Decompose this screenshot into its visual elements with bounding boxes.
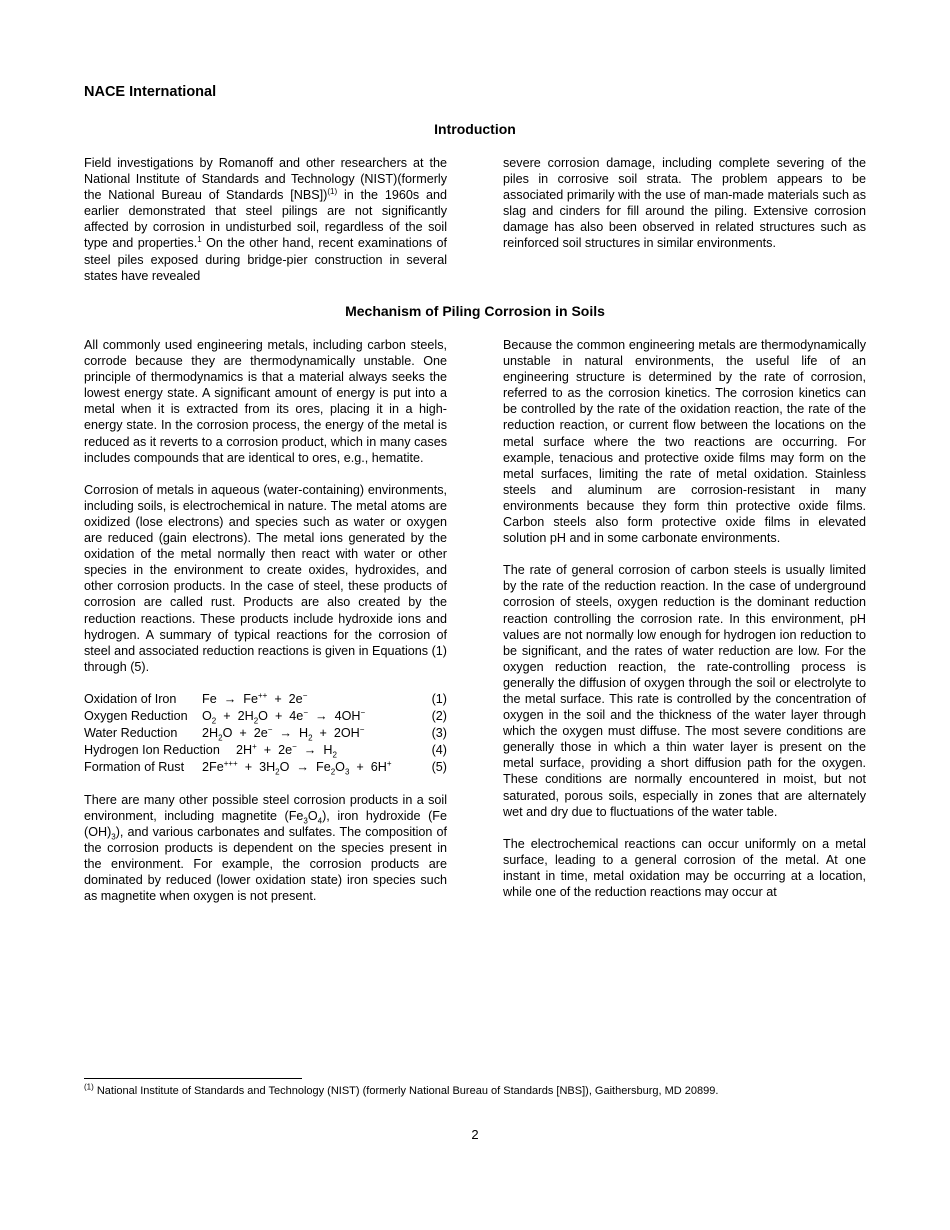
- mechanism-paragraph-4: Because the common engineering metals are thermodynamically unstable in natural environments, the useful life of an engineering structure is determined by the rate of corrosion, referred to as the corrosion kinetics. The corrosion kinetics can be controlled by the rate of the oxidation reaction, the rate of the reduction reaction, or current flow between the locations on the metal surface where the two reactions are occurring. For example, tenacious and protective oxide films may form on the metal surfaces, limiting the rate of metal oxidation. Stainless steels and aluminum are corrosion-resistant in many environments because they form thin protective oxide films. Carbon steels also form protective oxide films in elevated solution pH and in some carbonate environments.: [503, 338, 866, 546]
- page-number: 2: [471, 1127, 479, 1142]
- section-heading-introduction: Introduction: [434, 121, 516, 137]
- mechanism-paragraph-5: The rate of general corrosion of carbon steels is usually limited by the rate of the reduction reaction. In the case of underground corrosion of steels, oxygen reduction is the dominant reduction reaction controlling the corrosion rate. In this environment, pH values are not normally low enough for hydrogen ion reduction to be significant, and the rates of water reduction are low. For the oxygen reduction reaction, the rate-controlling process is generally the diffusion of oxygen through the soil or electrolyte to the metal surface. This rate is controlled by the concentration of oxygen in the soil and the thickness of the water layer through which the oxygen must diffuse. The most severe conditions are generally those in which a thin water layer is present on the metal surface, providing a short diffusion path for the oxygen. These conditions are normally encountered in moist, but not saturated, porous soils, especially in zones that are alternately wet and dry due to fluctuations of the water table.: [503, 563, 866, 819]
- footnote: $^{(1)}$ National Institute of Standards and Technology (NIST) (formerly National Bureau of Standards [NBS]), Gaithersburg, MD 20899.: [84, 1082, 719, 1097]
- organization-header: NACE International: [84, 84, 217, 100]
- mechanism-paragraph-3: There are many other possible steel corrosion products in a soil environment, including magnetite $(Fe_3O_4)$, iron hydroxide (Fe $(OH)_3$), and various carbonates and sulfates. The composition of the corrosion products is dependent on the species present in the environment. For example, the corrosion products are dominated by reduced (lower oxidation state) iron species such as magnetite when oxygen is not present.: [84, 792, 447, 904]
- intro-paragraph-left: Field investigations by Romanoff and other researchers at the National Institute of Standards and Technology (NIST)(formerly the National Bureau of Standards [NBS])$^{(1)}$ in the 1960s and earlier demonstrated that steel pilings are not significantly affected by corrosion in undisturbed soil, regardless of the soil type and properties.$^1$ On the other hand, recent examinations of steel piles exposed during bridge-pier construction in several states have revealed: [84, 156, 447, 283]
- mechanism-paragraph-6: The electrochemical reactions can occur uniformly on a metal surface, leading to a general corrosion of the metal. At one instant in time, metal oxidation may be occurring at a location, while one of the reduction reactions may occur at: [503, 836, 866, 899]
- footnote-ref: (1): [327, 187, 338, 196]
- intro-paragraph-right: severe corrosion damage, including complete severing of the piles in corrosive soil strata. The problem appears to be associated primarily with the use of man-made materials such as slag and cinders for fill around the piling. Extensive corrosion damage has also been observed in related structures such as reinforced soil structures in similar environments.: [503, 156, 866, 251]
- intro-left-column: [84, 155, 447, 284]
- mechanism-paragraph-1: All commonly used engineering metals, including carbon steels, corrode because they are thermodynamically unstable. One principle of thermodynamics is that a material always seeks the lowest energy state. A significant amount of energy is put into a metal when it is extracted from its ores, placing it in a high-energy state. In the corrosion process, the energy of the metal is reduced as it reverts to a corrosion product, which in many cases includes compounds that are identical to ores, e.g., hematite.: [84, 338, 447, 465]
- equation-list: [84, 691, 447, 776]
- footnote-divider: [84, 1078, 302, 1079]
- equation-5: Formation of Rust $2Fe^{+++} + 3H_2O \to Fe_2O_3 + 6H^+$ (5): [84, 758, 447, 777]
- equation-4: Hydrogen Ion Reduction $2H^+ + 2e^- \to H_2$ (4): [84, 741, 447, 760]
- citation-ref: 1: [197, 235, 202, 245]
- mechanism-right-column: [503, 337, 866, 900]
- mechanism-left-column: [84, 337, 447, 905]
- equation-1: Oxidation of Iron Fe → Fe++ + 2e− (1): [84, 690, 447, 706]
- intro-right-column: [503, 155, 866, 252]
- section-heading-mechanism: Mechanism of Piling Corrosion in Soils: [345, 303, 605, 319]
- equation-2: Oxygen Reduction $O_2 + 2H_2O + 4e^- \to 4OH^-$ (2): [84, 707, 447, 726]
- mechanism-paragraph-2: Corrosion of metals in aqueous (water-containing) environments, including soils, is electrochemical in nature. The metal atoms are oxidized (lose electrons) and species such as water or oxygen are reduced (gain electrons). The metal ions generated by the oxidation of the metal normally then react with water or other species in the environment to create oxides, hydroxides, and other corrosion products. In the case of steel, these products of corrosion are called rust. Products are also created by the reduction reactions. These products include hydroxide ions and hydrogen. A summary of typical reactions for the corrosion of steel and associated reduction reactions is given in Equations (1) through (5).: [84, 482, 447, 674]
- equation-3: Water Reduction $2H_2O + 2e^- \to H_2 + 2OH^-$ (3): [84, 724, 447, 743]
